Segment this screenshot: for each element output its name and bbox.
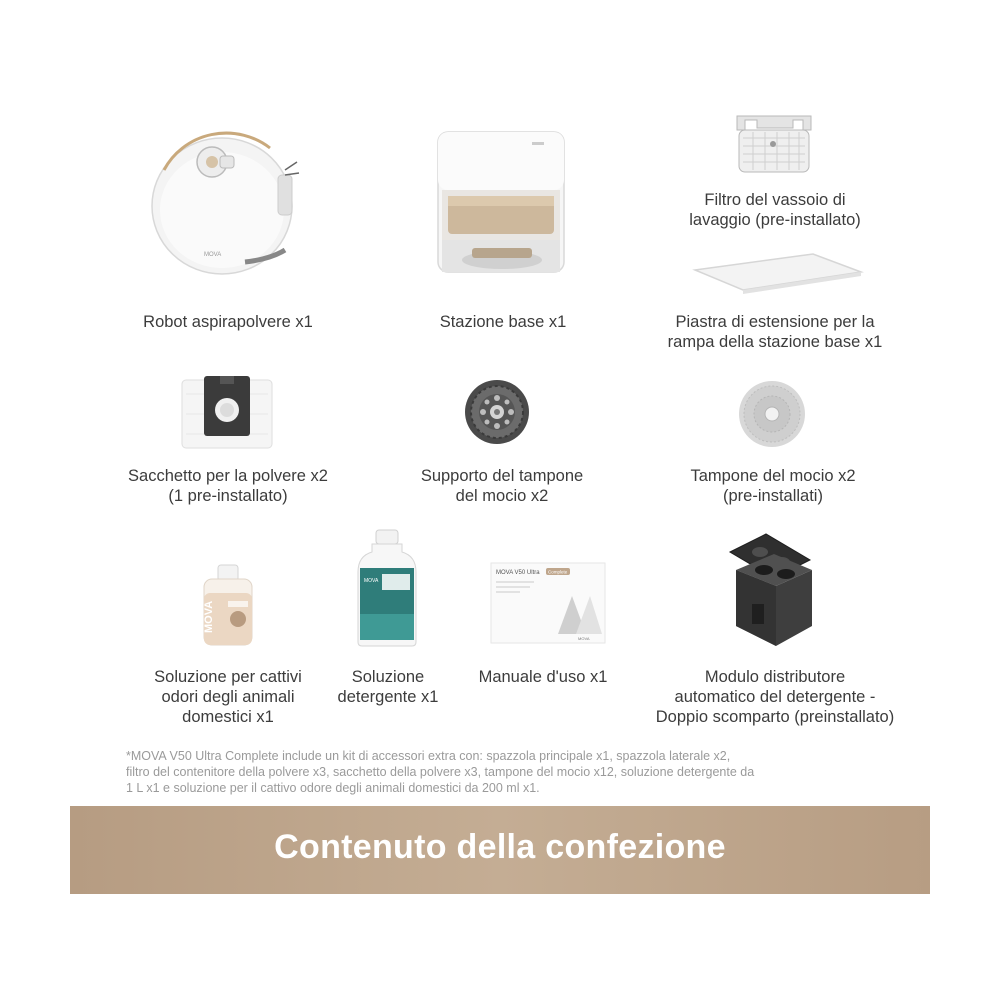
banner-title: Contenuto della confezione: [274, 828, 726, 866]
base-station-image: [432, 128, 572, 278]
wash-tray-filter-image: [733, 114, 815, 176]
title-banner: [70, 806, 930, 894]
item-label-pet-odor-solution: Soluzione per cattivi odori degli animali domestici x1: [154, 668, 302, 726]
robot-brand-text: MOVA: [204, 252, 222, 258]
manual-brand-text: MOVA: [578, 636, 590, 641]
cleaning-solution-image: [354, 528, 420, 648]
cleaner-brand-text: MOVA: [364, 578, 379, 584]
item-label-wash-tray-filter: Filtro del vassoio di lavaggio (pre-installato): [689, 191, 861, 229]
item-label-mop-pad: Tampone del mocio x2 (pre-installati): [690, 467, 856, 505]
item-label-ramp-extension: Piastra di estensione per la rampa della stazione base x1: [667, 313, 883, 351]
pet-odor-solution-image: [200, 563, 256, 647]
user-manual-image: [490, 562, 606, 644]
robot-vacuum-image: [150, 130, 310, 280]
item-label-dust-bag: Sacchetto per la polvere x2 (1 pre-installato): [128, 467, 328, 505]
item-label-user-manual: Manuale d'uso x1: [478, 668, 608, 686]
ramp-extension-plate-image: [693, 252, 863, 292]
manual-title-text: MOVA V50 Ultra: [496, 570, 540, 576]
item-label-mop-pad-holder: Supporto del tampone del mocio x2: [420, 467, 584, 505]
item-label-cleaning-solution: Soluzione detergente x1: [337, 668, 439, 706]
item-label-robot: Robot aspirapolvere x1: [143, 313, 313, 331]
dust-bag-image: [180, 374, 274, 452]
mop-pad-holder-image: [463, 378, 531, 446]
detergent-dispenser-image: [726, 530, 816, 650]
mop-pad-image: [736, 378, 808, 450]
item-label-detergent-dispenser: Modulo distributore automatico del detergente - Doppio scomparto (preinstallato): [655, 668, 895, 726]
item-label-base-station: Stazione base x1: [439, 313, 567, 331]
accessory-footnote: *MOVA V50 Ultra Complete include un kit di accessori extra con: spazzola principale x1, spazzola laterale x2, filtro del contenitore della polvere x3, sacchetto della polvere x3, tampone del mocio x12, soluzione detergente da 1 L x1 e soluzione per il cattivo odore degli animali domestici da 200 ml x1.: [126, 749, 755, 795]
manual-badge-text: Complete: [548, 569, 568, 575]
pet-bottle-brand-text: MOVA: [203, 600, 215, 633]
